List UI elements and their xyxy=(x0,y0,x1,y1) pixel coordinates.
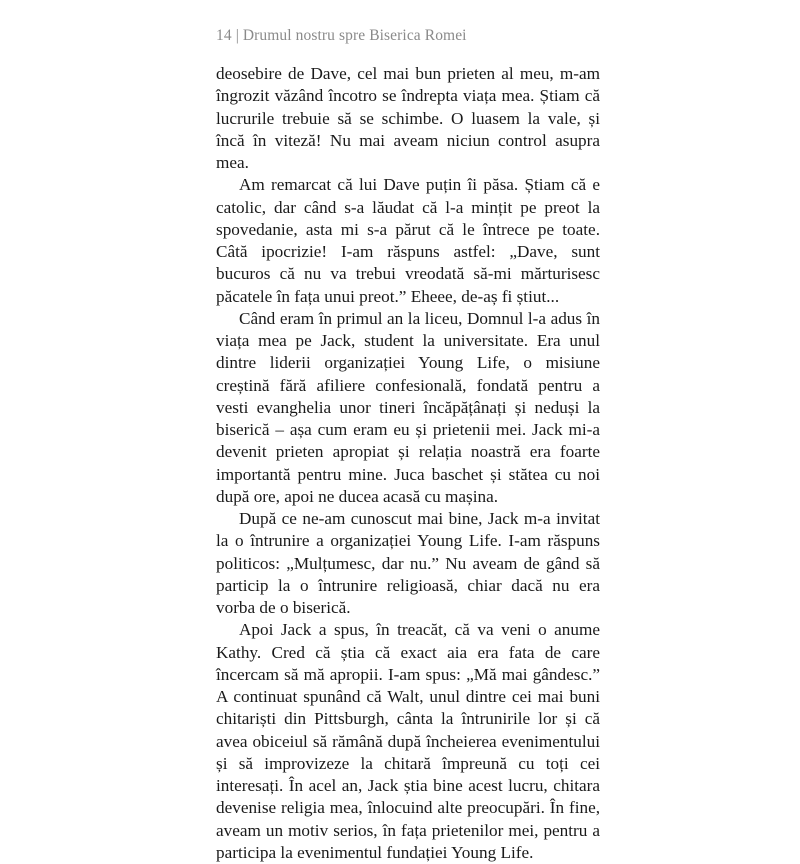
paragraph-continued: deosebire de Dave, cel mai bun prieten al meu, m-am îngrozit văzând încotro se îndrepta viața mea. Știam că lucrurile trebuie să se schimbe. O luasem la vale, și încă în viteză! Nu mai aveam niciun control asupra mea. xyxy=(216,64,600,172)
page-number: 14 xyxy=(216,27,232,44)
paragraph: Am remarcat că lui Dave puțin îi păsa. Știam că e catolic, dar când s-a lăudat că l-a mințit pe preot la spovedanie, asta mi s-a părut că le întrece pe toate. Câtă ipocrizie! I-am răspuns astfel: „Dave, sunt bucuros că nu va trebui vreodată să-mi mărturisesc păcatele în fața unui preot.” Eheee, de-aș fi știut... xyxy=(216,175,600,306)
paragraph: Când eram în primul an la liceu, Domnul l-a adus în viața mea pe Jack, student la universitate. Era unul dintre liderii organizației Young Life, o misiune creștină fără afiliere confesională, fondată pentru a vesti evanghelia unor tineri încăpățânați și neduși la biserică – așa cum eram eu și prietenii mei. Jack mi-a devenit prieten apropiat și relația noastră era foarte importantă pentru mine. Juca baschet și stătea cu noi după ore, apoi ne ducea acasă cu mașina. xyxy=(216,308,600,506)
paragraph: Apoi Jack a spus, în treacăt, că va veni o anume Kathy. Cred că știa că exact aia era fata de care încercam să mă apropii. I-am spus: „Mă mai gândesc.” A continuat spunând că Walt, unul dintre cei mai buni chitariști din Pittsburgh, cânta la întrunirile lor și că avea obiceiul să rămână după încheierea evenimentului și să improvizeze la chitară împreună cu toți cei interesați. În acel an, Jack știa bine acest lucru, chitara devenise religia mea, înlocuind alte preocupări. În fine, aveam un motiv serios, în fața prietenilor mei, pentru a participa la evenimentul fundației Young Life. xyxy=(216,620,600,862)
book-title: Drumul nostru spre Biserica Romei xyxy=(242,27,467,44)
paragraph: După ce ne-am cunoscut mai bine, Jack m-a invitat la o întrunire a organizației Young Life. I-am răspuns politicos: „Mulțumesc, dar nu.” Nu aveam de gând să particip la o întrunire religioasă, chiar dacă nu era vorba de o biserică. xyxy=(216,509,600,617)
header-separator: | xyxy=(235,27,239,44)
body-text xyxy=(216,63,600,864)
running-header xyxy=(216,27,467,45)
